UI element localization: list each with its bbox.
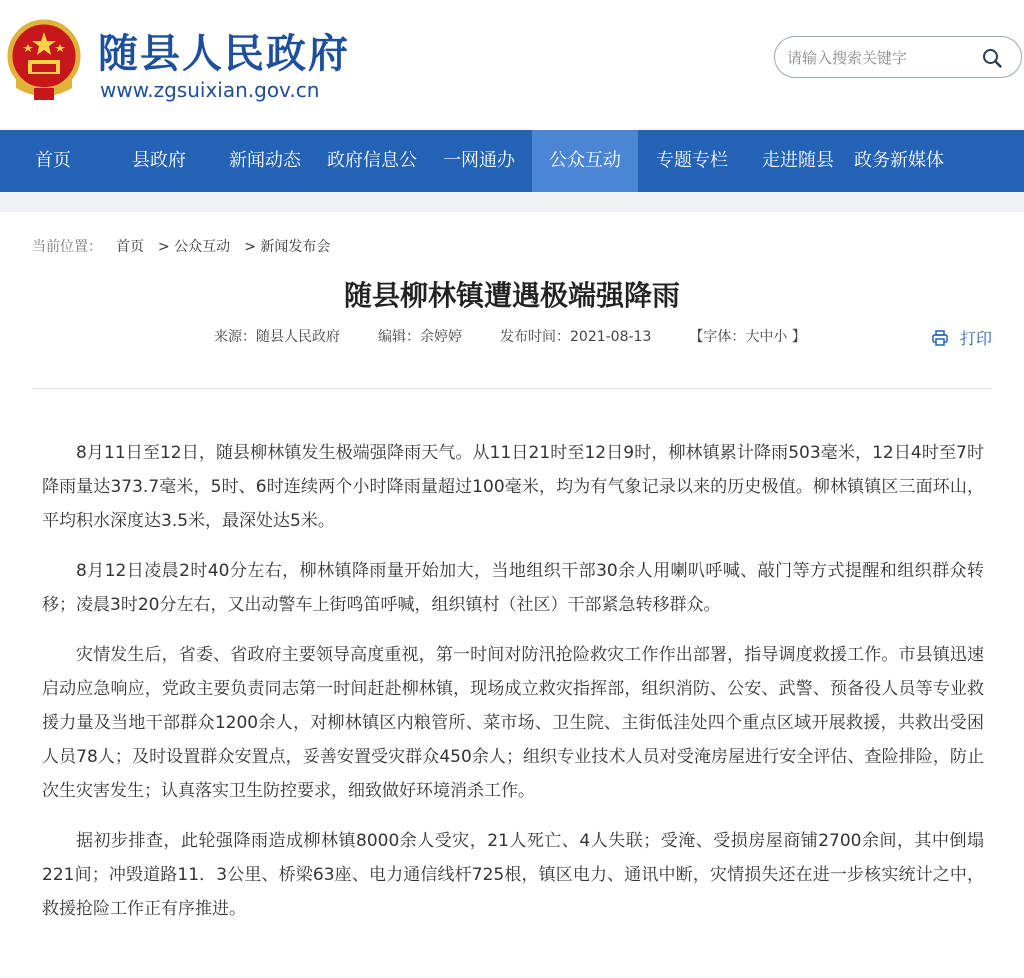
article-paragraph: 灾情发生后，省委、省政府主要领导高度重视，第一时间对防汛抢险救灾工作作出部署，指导调度救援工作。市县镇迅速启动应急响应，党政主要负责同志第一时间赶赴柳林镇，现场成立救灾指挥部，组织消防、公安、武警、预备役人员等专业救援力量及当地干部群众1200余人，对柳林镇区内粮管所、菜市场、卫生院、主街低洼处四个重点区域开展救援，共救出受困人员78人；及时设置群众安置点，妥善安置受灾群众450余人；组织专业技术人员对受淹房屋进行安全评估、查险排险，防止次生灾害发生；认真落实卫生防控要求，细致做好环境消杀工作。 — [42, 645, 984, 801]
site-name[interactable]: 随县人民政府 — [98, 31, 350, 77]
breadcrumb — [32, 236, 344, 256]
search-input[interactable] — [787, 45, 977, 71]
font-size-switcher[interactable]: 【字体：大中小 】 — [689, 329, 806, 345]
printer-icon — [932, 330, 948, 346]
breadcrumb-item-press-conference[interactable]: > 新闻发布会 — [244, 239, 331, 255]
nav-item-news[interactable]: 新闻动态 — [229, 150, 301, 171]
article-paragraph: 8月12日凌晨2时40分左右，柳林镇降雨量开始加大，当地组织干部30余人用喇叭呼喊、敲门等方式提醒和组织群众转移；凌晨3时20分左右，又出动警车上街鸣笛呼喊，组织镇村（社区）干部紧急转移群众。 — [42, 561, 984, 615]
article-meta — [214, 326, 844, 346]
article-paragraph: 8月11日至12日，随县柳林镇发生极端强降雨天气。从11日21时至12日9时，柳林镇累计降雨503毫米，12日4时至7时降雨量达373.7毫米，5时、6时连续两个小时降雨量超过100毫米，均为有气象记录以来的历史极值。柳林镇镇区三面环山，平均积水深度达3.5米，最深处达5米。 — [42, 443, 984, 531]
national-emblem-icon[interactable] — [6, 18, 82, 102]
breadcrumb-item-home[interactable]: 首页 — [116, 239, 144, 255]
nav-item-public-interaction[interactable]: 公众互动 — [532, 130, 638, 192]
site-url[interactable]: www.zgsuixian.gov.cn — [100, 78, 320, 102]
nav-item-county-government[interactable]: 县政府 — [132, 150, 186, 171]
search-box — [774, 36, 1022, 78]
article-title: 随县柳林镇遭遇极端强降雨 — [343, 279, 680, 312]
article-paragraph: 据初步排查，此轮强降雨造成柳林镇8000余人受灾，21人死亡、4人失联；受淹、受损房屋商铺2700余间，其中倒塌221间；冲毁道路11．3公里、桥梁63座、电力通信线杆725根，镇区电力、通讯中断，灾情损失还在进一步核实统计之中，救援抢险工作正有序推进。 — [42, 831, 984, 919]
print-label: 打印 — [960, 329, 993, 348]
meta-editor: 编辑：余婷婷 — [378, 329, 462, 345]
breadcrumb-prefix: 当前位置： — [32, 239, 102, 255]
print-button[interactable] — [932, 326, 992, 349]
nav-item-government-info[interactable]: 政府信息公 — [327, 150, 417, 171]
search-icon[interactable] — [981, 47, 1003, 69]
meta-published: 发布时间：2021-08-13 — [500, 329, 652, 345]
nav-item-new-media[interactable]: 政务新媒体 — [854, 150, 944, 171]
breadcrumb-item-public-interaction[interactable]: > 公众互动 — [158, 239, 231, 255]
article-body — [42, 436, 984, 942]
nav-item-special-topics[interactable]: 专题专栏 — [656, 150, 728, 171]
site-header — [0, 0, 1024, 130]
nav-item-home[interactable]: 首页 — [35, 150, 71, 171]
main-nav — [0, 130, 1024, 192]
nav-item-about-suixian[interactable]: 走进随县 — [762, 150, 834, 171]
nav-shadow-band — [0, 192, 1024, 212]
meta-source: 来源：随县人民政府 — [214, 329, 340, 345]
divider — [32, 388, 992, 389]
nav-item-online-services[interactable]: 一网通办 — [443, 150, 515, 171]
